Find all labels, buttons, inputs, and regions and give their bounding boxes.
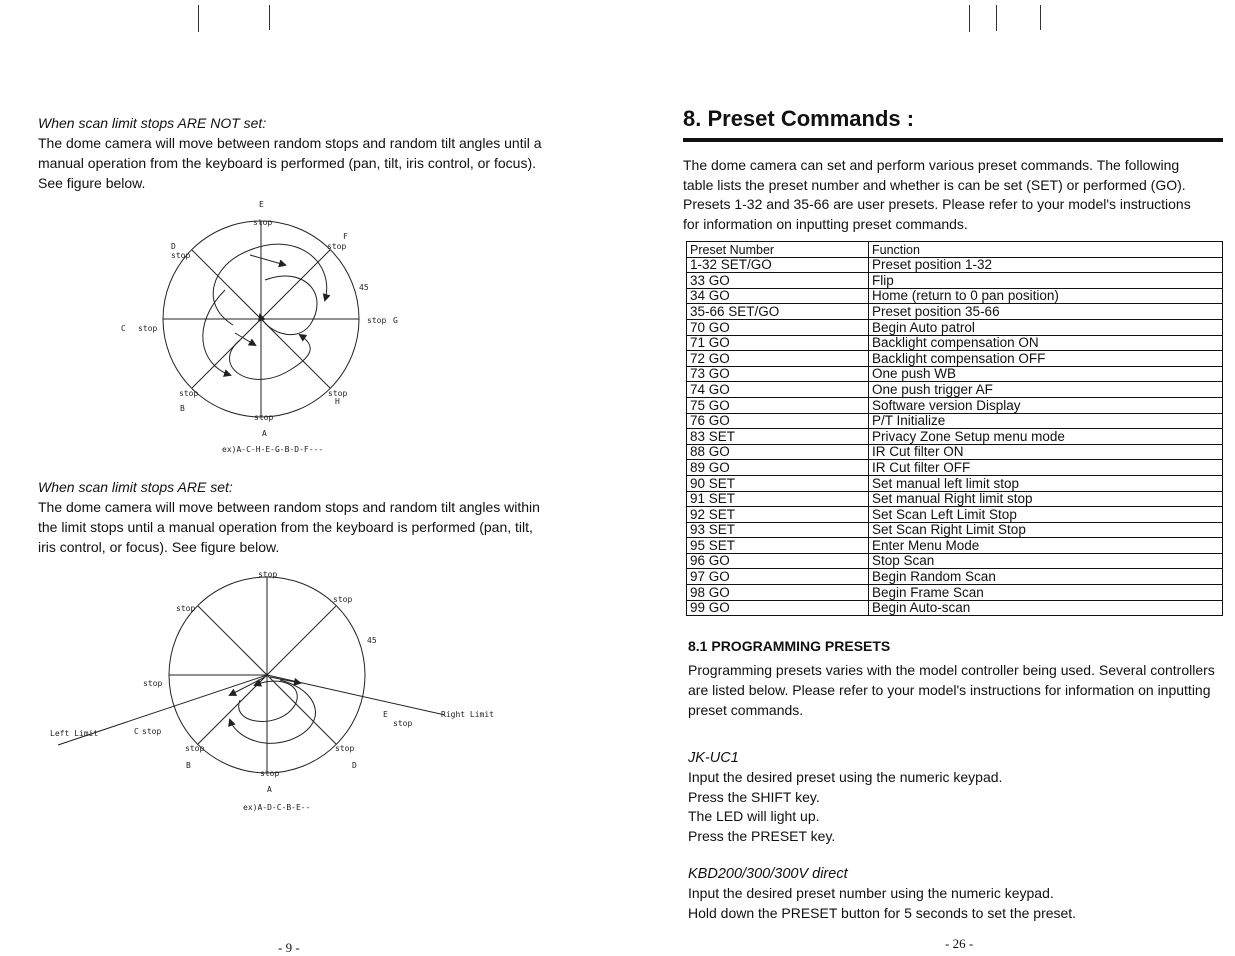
section-heading: When scan limit stops ARE NOT set: [38, 115, 267, 131]
column-header: Preset Number [687, 242, 869, 258]
instruction-step: Press the PRESET key. [688, 827, 836, 844]
figure-label: D [352, 761, 357, 770]
preset-number-cell: 89 GO [687, 460, 869, 476]
preset-number-cell: 76 GO [687, 413, 869, 429]
binding-mark [198, 5, 199, 32]
function-cell: Set Scan Left Limit Stop [869, 507, 1223, 523]
figure-label: D [171, 242, 176, 251]
figure-label: ex)A-C-H-E-G-B-D-F--- [222, 445, 324, 454]
function-cell: Set manual left limit stop [869, 475, 1223, 491]
table-row [687, 600, 1223, 616]
table-row [687, 491, 1223, 507]
figure-label: A [267, 785, 272, 794]
table-row [687, 475, 1223, 491]
figure-label: stop [253, 218, 273, 227]
preset-number-cell: 98 GO [687, 585, 869, 601]
preset-number-cell: 96 GO [687, 553, 869, 569]
scan-figure-with-limits [40, 565, 520, 820]
function-cell: Backlight compensation ON [869, 335, 1223, 351]
function-cell: Home (return to 0 pan position) [869, 288, 1223, 304]
table-row [687, 257, 1223, 273]
figure-label: stop [171, 251, 191, 260]
figure-label: stop [138, 324, 158, 333]
figure-label: Left Limit [50, 729, 99, 738]
table-row [687, 273, 1223, 289]
programming-presets-body [688, 660, 1228, 923]
figure-label: E [259, 200, 264, 209]
page-number: - 9 - [278, 940, 300, 955]
function-cell: Enter Menu Mode [869, 538, 1223, 554]
function-cell: Set manual Right limit stop [869, 491, 1223, 507]
binding-mark [269, 5, 270, 30]
figure-label: stop [142, 727, 162, 736]
figure-label: stop [185, 744, 205, 753]
figure-label: C [121, 324, 126, 333]
function-cell: P/T Initialize [869, 413, 1223, 429]
preset-number-cell: 90 SET [687, 475, 869, 491]
figure-label: stop [254, 413, 274, 422]
binding-mark [996, 5, 997, 31]
table-row [687, 288, 1223, 304]
body-line: iris control, or focus). See figure below. [38, 539, 280, 555]
function-cell: Stop Scan [869, 553, 1223, 569]
section-heading: 8.1 PROGRAMMING PRESETS [688, 638, 891, 654]
preset-number-cell: 92 SET [687, 507, 869, 523]
table-row [687, 553, 1223, 569]
table-row [687, 413, 1223, 429]
function-cell: Backlight compensation OFF [869, 351, 1223, 367]
body-line: Programming presets varies with the model controller being used. Several controllers [688, 662, 1215, 678]
function-cell: One push trigger AF [869, 382, 1223, 398]
instruction-step: Input the desired preset using the numeric keypad. [688, 769, 1003, 785]
preset-number-cell: 93 SET [687, 522, 869, 538]
column-header: Function [869, 242, 1223, 258]
body-line: See figure below. [38, 175, 146, 191]
figure-label: stop [335, 744, 355, 753]
preset-number-cell: 1-32 SET/GO [687, 257, 869, 273]
table-row [687, 397, 1223, 413]
body-line: preset commands. [688, 702, 804, 718]
scan-figure-no-limits [100, 195, 440, 465]
preset-number-cell: 72 GO [687, 351, 869, 367]
figure-label: stop [176, 604, 196, 613]
figure-label: G [393, 316, 398, 325]
preset-number-cell: 35-66 SET/GO [687, 304, 869, 320]
preset-number-cell: 83 SET [687, 429, 869, 445]
function-cell: Set Scan Right Limit Stop [869, 522, 1223, 538]
table-row [687, 444, 1223, 460]
table-row [687, 585, 1223, 601]
function-cell: IR Cut filter ON [869, 444, 1223, 460]
figure-label: F [343, 232, 348, 241]
controller-name: JK-UC1 [688, 750, 739, 766]
figure-label: A [262, 429, 267, 438]
preset-number-cell: 74 GO [687, 382, 869, 398]
figure-label: stop [179, 389, 199, 398]
preset-number-cell: 99 GO [687, 600, 869, 616]
function-cell: Preset position 35-66 [869, 304, 1223, 320]
figure-label: Right Limit [441, 710, 494, 719]
preset-number-cell: 33 GO [687, 273, 869, 289]
table-row [687, 460, 1223, 476]
table-row [687, 429, 1223, 445]
function-cell: IR Cut filter OFF [869, 460, 1223, 476]
function-cell: Begin Auto-scan [869, 600, 1223, 616]
figure-label: ex)A-D-C-B-E-- [243, 803, 311, 812]
table-row [687, 304, 1223, 320]
table-row [687, 335, 1223, 351]
body-line: for information on inputting preset commands. [683, 215, 968, 232]
title-rule [683, 138, 1223, 142]
table-row [687, 382, 1223, 398]
figure-label: stop [393, 719, 413, 728]
table-row [687, 507, 1223, 523]
figure-label: 45 [367, 636, 377, 645]
figure-label: B [186, 761, 191, 770]
figure-label: stop [260, 769, 280, 778]
instruction-step: Hold down the PRESET button for 5 seconds to set the preset. [688, 904, 1077, 921]
page-title: 8. Preset Commands : [683, 106, 915, 131]
table-row [687, 366, 1223, 382]
preset-number-cell: 73 GO [687, 366, 869, 382]
preset-commands-table [686, 241, 1223, 616]
preset-number-cell: 75 GO [687, 397, 869, 413]
table-row [687, 522, 1223, 538]
table-row [687, 569, 1223, 585]
figure-label: stop [367, 316, 387, 325]
function-cell: Privacy Zone Setup menu mode [869, 429, 1223, 445]
body-line: The dome camera will move between random stops and random tilt angles until a [38, 135, 542, 151]
preset-number-cell: 97 GO [687, 569, 869, 585]
function-cell: Begin Frame Scan [869, 585, 1223, 601]
table-row [687, 319, 1223, 335]
body-line: The dome camera can set and perform various preset commands. The following [683, 157, 1180, 173]
preset-number-cell: 70 GO [687, 319, 869, 335]
scan-limits-not-set-section [38, 113, 563, 193]
figure-label: B [180, 404, 185, 413]
intro-paragraph [683, 156, 1218, 234]
figure-label: E [383, 710, 388, 719]
body-line: The dome camera will move between random stops and random tilt angles within [38, 499, 540, 515]
function-cell: Flip [869, 273, 1223, 289]
body-line: are listed below. Please refer to your model's instructions for information on inputting [688, 682, 1211, 698]
function-cell: Preset position 1-32 [869, 257, 1223, 273]
figure-label: stop [333, 595, 353, 604]
preset-number-cell: 71 GO [687, 335, 869, 351]
binding-mark [969, 5, 970, 32]
controller-name: KBD200/300/300V direct [688, 866, 848, 882]
function-cell: Begin Auto patrol [869, 319, 1223, 335]
function-cell: One push WB [869, 366, 1223, 382]
instruction-step: Press the SHIFT key. [688, 788, 820, 805]
binding-mark [1040, 5, 1041, 30]
preset-number-cell: 34 GO [687, 288, 869, 304]
preset-number-cell: 88 GO [687, 444, 869, 460]
table-row [687, 538, 1223, 554]
body-line: Presets 1-32 and 35-66 are user presets. Please refer to your model's instructions [683, 196, 1191, 212]
figure-label: stop [327, 242, 347, 251]
figure-label: C [134, 727, 139, 736]
body-line: manual operation from the keyboard is performed (pan, tilt, iris control, or focus). [38, 155, 536, 171]
preset-number-cell: 91 SET [687, 491, 869, 507]
instruction-step: Input the desired preset number using the numeric keypad. [688, 885, 1054, 901]
function-cell: Begin Random Scan [869, 569, 1223, 585]
figure-label: stop [328, 389, 348, 398]
page-number: - 26 - [945, 936, 974, 951]
figure-label: 45 [359, 283, 369, 292]
figure-label: stop [143, 679, 163, 688]
body-line: table lists the preset number and whether is can be set (SET) or performed (GO). [683, 176, 1186, 193]
figure-label: H [335, 397, 340, 406]
table-row [687, 351, 1223, 367]
function-cell: Software version Display [869, 397, 1223, 413]
preset-number-cell: 95 SET [687, 538, 869, 554]
table-header-row [687, 242, 1223, 258]
section-heading: When scan limit stops ARE set: [38, 479, 233, 495]
instruction-step: The LED will light up. [688, 808, 820, 824]
body-line: the limit stops until a manual operation from the keyboard is performed (pan, tilt, [38, 519, 533, 535]
figure-label: stop [258, 570, 278, 579]
scan-limits-set-section [38, 477, 563, 557]
